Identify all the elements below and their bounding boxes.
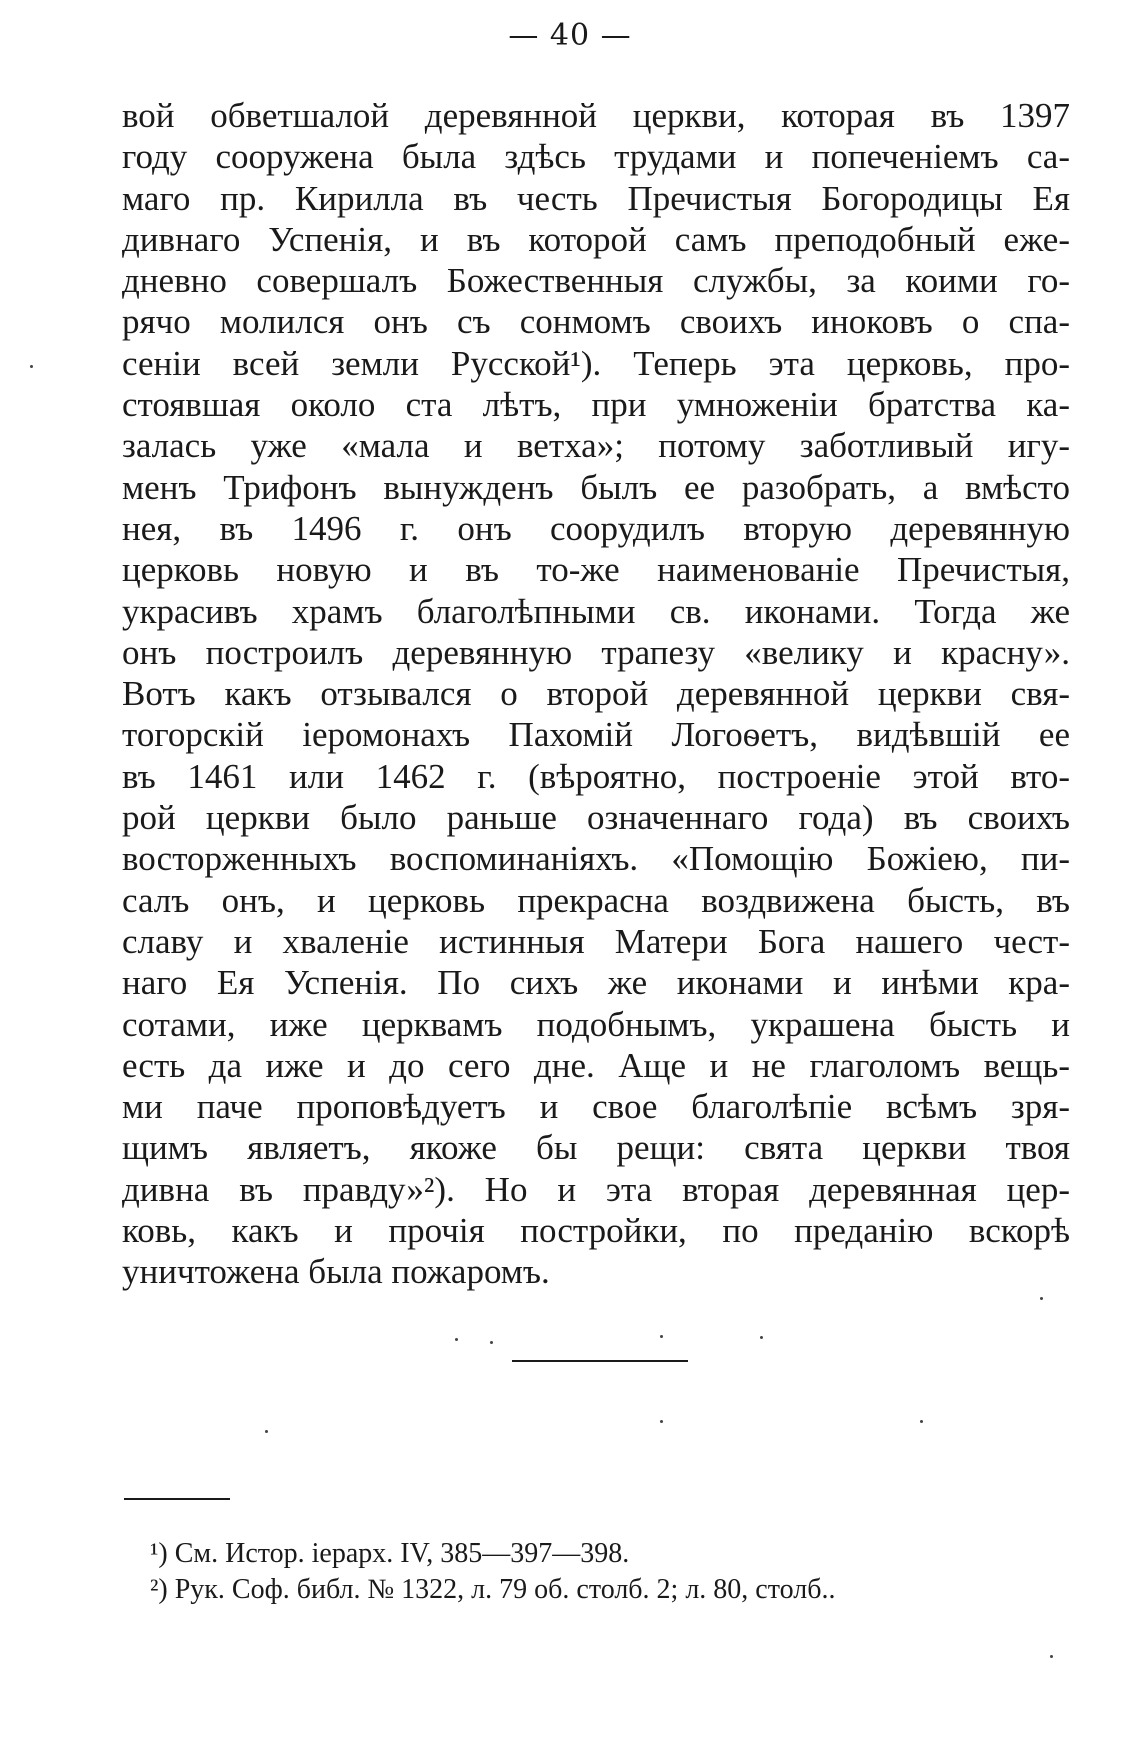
scan-speck — [1050, 1655, 1053, 1658]
footnote — [150, 1536, 1030, 1572]
footnote — [150, 1572, 1030, 1608]
text-line: маго пр. Кирилла въ честь Пречистыя Богородицы Ея — [122, 178, 1070, 218]
scan-speck — [920, 1420, 923, 1423]
scan-speck — [660, 1420, 663, 1423]
page-number: — 40 — — [508, 18, 632, 53]
text-line: году сооружена была здѣсь трудами и попеченіемъ са- — [122, 137, 1070, 177]
text-line: рячо молился онъ съ сонмомъ своихъ иноковъ о спа- — [122, 302, 1070, 342]
text-line: въ 1461 или 1462 г. (вѣроятно, построеніе этой вто- — [122, 756, 1070, 796]
text-line: стоявшая около ста лѣтъ, при умноженіи братства ка- — [122, 385, 1070, 425]
text-line: есть да иже и до сего дне. Аще и не глаголомъ вещь- — [122, 1045, 1070, 1085]
scan-speck — [265, 1430, 268, 1433]
footnote-text: См. Истор. іерарх. IV, 385—397—398. — [167, 1538, 630, 1569]
main-text — [122, 95, 1070, 1293]
text-line: нея, въ 1496 г. онъ соорудилъ вторую деревянную — [122, 508, 1070, 548]
text-line: Вотъ какъ отзывался о второй деревянной церкви свя- — [122, 674, 1070, 714]
text-line: ми паче проповѣдуетъ и свое благолѣпіе всѣмъ зря- — [122, 1087, 1070, 1127]
scan-speck — [455, 1338, 458, 1341]
text-line: восторженныхъ воспоминаніяхъ. «Помощію Божіею, пи- — [122, 839, 1070, 879]
scan-speck — [1040, 1297, 1043, 1300]
text-line: ковь, какъ и прочія постройки, по преданію вскорѣ — [122, 1211, 1070, 1251]
text-line: залась уже «мала и ветха»; потому заботливый игу- — [122, 426, 1070, 466]
scan-speck — [660, 1335, 663, 1338]
text-line: уничтожена была пожаромъ. — [122, 1252, 550, 1292]
footnote-text: Рук. Соф. библ. № 1322, л. 79 об. столб. 2; л. 80, столб.. — [167, 1574, 836, 1605]
text-line: славу и хваленіе истинныя Матери Бога нашего чест- — [122, 921, 1070, 961]
scan-speck — [30, 365, 33, 368]
text-line: украсивъ храмъ благолѣпными св. иконами. Тогда же — [122, 591, 1070, 631]
footnote-mark: ¹) — [150, 1538, 168, 1569]
text-line: тогорскій іеромонахъ Пахомій Логоѳетъ, видѣвшій ее — [122, 715, 1070, 755]
text-line: онъ построилъ деревянную трапезу «велику и красну». — [122, 632, 1070, 672]
footnote-separator — [124, 1498, 230, 1500]
text-line: дневно совершалъ Божественныя службы, за коими го- — [122, 261, 1070, 301]
text-line: дивна въ правду»²). Но и эта вторая деревянная цер- — [122, 1169, 1070, 1209]
scan-speck — [760, 1336, 763, 1339]
text-line: сотами, иже церквамъ подобнымъ, украшена бысть и — [122, 1004, 1070, 1044]
text-line: наго Ея Успенія. По сихъ же иконами и инѣми кра- — [122, 963, 1070, 1003]
text-line: салъ онъ, и церковь прекрасна воздвижена бысть, въ — [122, 880, 1070, 920]
text-line: церковь новую и въ то-же наименованіе Пречистыя, — [122, 550, 1070, 590]
text-line: менъ Трифонъ вынужденъ былъ ее разобрать, а вмѣсто — [122, 467, 1070, 507]
scan-speck — [490, 1341, 493, 1344]
text-line: дивнаго Успенія, и въ которой самъ преподобный еже- — [122, 219, 1070, 259]
text-line: щимъ являетъ, якоже бы рещи: свята церкви твоя — [122, 1128, 1070, 1168]
text-line: рой церкви было раньше означеннаго года) въ своихъ — [122, 798, 1070, 838]
text-line: сеніи всей земли Русской¹). Теперь эта церковь, про- — [122, 343, 1070, 383]
footnote-mark: ²) — [150, 1574, 168, 1605]
section-divider-ornament — [512, 1360, 688, 1362]
footnotes — [150, 1536, 1030, 1608]
text-line: вой обветшалой деревянной церкви, которая въ 1397 — [122, 96, 1070, 135]
